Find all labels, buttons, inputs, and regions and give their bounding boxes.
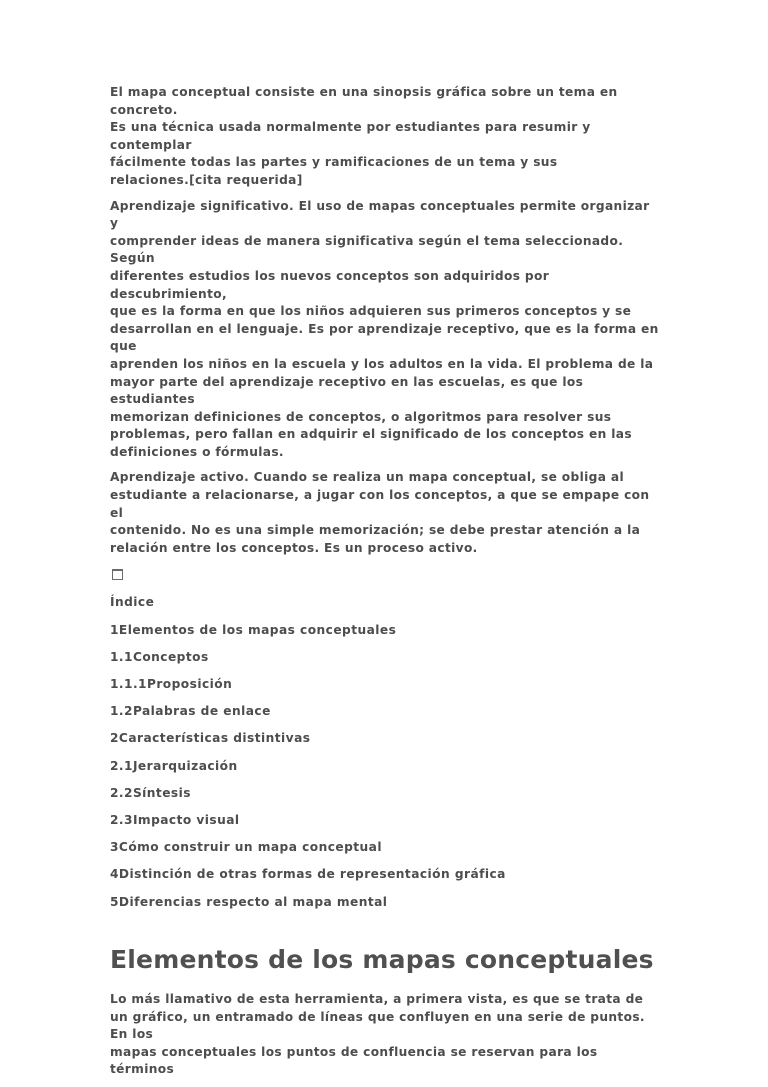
table-of-contents (110, 594, 662, 911)
toc-item[interactable]: 3Cómo construir un mapa conceptual (110, 840, 382, 855)
toc-item[interactable]: 1.2Palabras de enlace (110, 704, 271, 719)
toc-item[interactable]: 5Diferencias respecto al mapa mental (110, 894, 388, 909)
toc-item[interactable]: 2.3Impacto visual (110, 812, 240, 827)
toc-item[interactable]: 1Elementos de los mapas conceptuales (110, 622, 397, 637)
active-learning-paragraph: Aprendizaje activo. Cuando se realiza un mapa conceptual, se obliga al estudiante a relacionarse, a jugar con los conceptos, a que se empape con el contenido. No es una simple memorización; se debe prestar atención a la relación entre los conceptos. Es un proceso activo. (110, 470, 650, 555)
toc-item[interactable]: 1.1.1Proposición (110, 677, 233, 691)
toc-item[interactable]: 1.1Conceptos (110, 649, 209, 664)
toc-item[interactable]: 2.1Jerarquización (110, 758, 238, 773)
significant-learning-paragraph: Aprendizaje significativo. El uso de mapas conceptuales permite organizar y comprender ideas de manera significativa según el tema seleccionado. Según diferentes estudios los nuevos conceptos son adquiridos por descubrimiento, que es la forma en que los niños adquieren sus primeros conceptos y se desarrollan en el lenguaje. Es por aprendizaje receptivo, que es la forma en que aprenden los niños en la escuela y los adultos en la vida. El problema de la mayor parte del aprendizaje receptivo en las escuelas, es que los estudiantes memorizan definiciones de conceptos, o algoritmos para resolver sus problemas, pero fallan en adquirir el significado de los conceptos en las definiciones o fórmulas. (110, 198, 659, 459)
toc-title: Índice (110, 595, 155, 610)
toc-item[interactable]: 4Distinción de otras formas de representación gráfica (110, 867, 506, 882)
document-page (110, 84, 662, 1087)
toc-item[interactable]: 2Características distintivas (110, 731, 311, 746)
section-paragraph: Lo más llamativo de esta herramienta, a primera vista, es que se trata de un gráfico, un entramado de líneas que confluyen en una serie de puntos. En los mapas conceptuales los puntos de confluencia se reservan para los términos (110, 992, 645, 1077)
toc-item[interactable]: 2.2Síntesis (110, 785, 191, 800)
checkbox-icon[interactable] (112, 569, 123, 580)
section-heading: Elementos de los mapas conceptuales (110, 945, 654, 975)
intro-paragraph: El mapa conceptual consiste en una sinopsis gráfica sobre un tema en concreto. Es una técnica usada normalmente por estudiantes para resumir y contemplar fácilmente todas las partes y ramificaciones de un tema y sus relaciones.[cita requerida] (110, 85, 618, 187)
